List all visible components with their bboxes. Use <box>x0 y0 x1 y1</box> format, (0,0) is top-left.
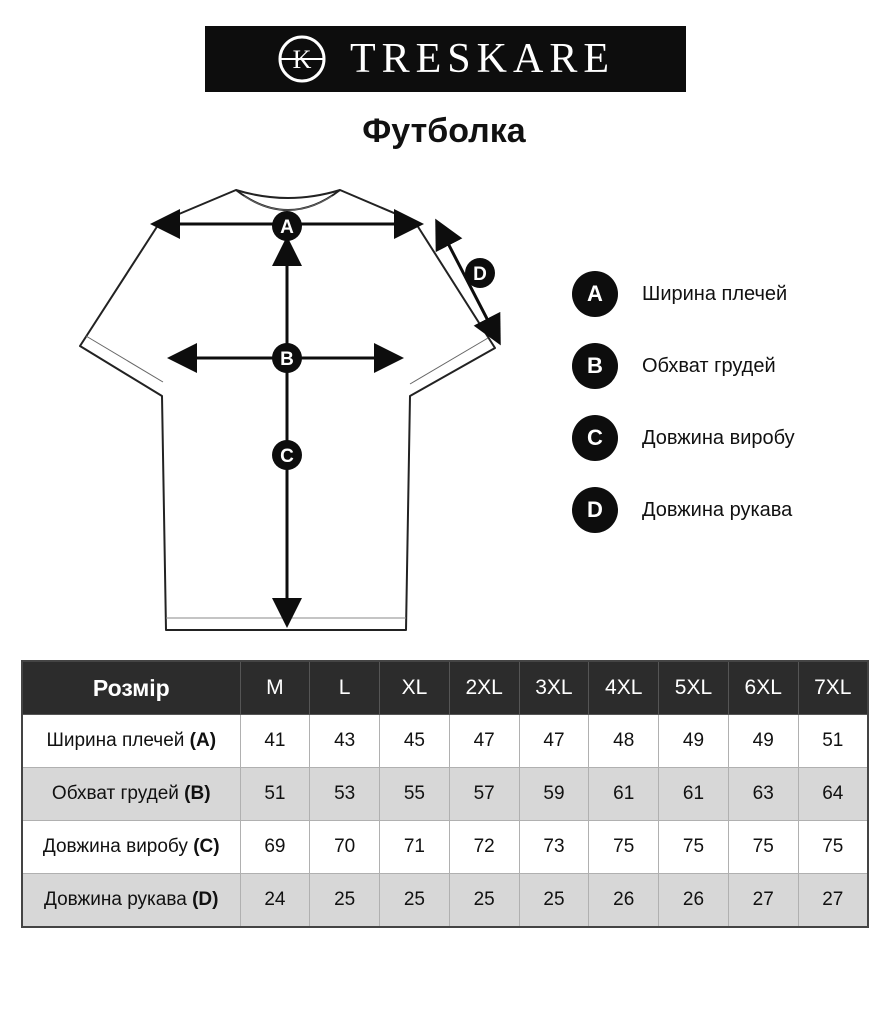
table-cell: 61 <box>589 768 659 821</box>
size-header-3xl: 3XL <box>519 661 589 715</box>
table-cell: 71 <box>380 821 450 874</box>
table-cell: 75 <box>659 821 729 874</box>
legend-letter-a: A <box>572 271 618 317</box>
table-cell: 45 <box>380 715 450 768</box>
table-header-row <box>22 661 868 715</box>
size-header-7xl: 7XL <box>798 661 868 715</box>
brand-logo-letter: K <box>292 45 312 74</box>
table-cell: 51 <box>240 768 310 821</box>
table-header-label: Розмір <box>22 661 240 715</box>
svg-text:A: A <box>280 217 294 238</box>
svg-text:D: D <box>473 264 487 285</box>
table-cell: 27 <box>728 874 798 928</box>
size-header-5xl: 5XL <box>659 661 729 715</box>
table-cell: 61 <box>659 768 729 821</box>
legend-item-c <box>572 414 872 462</box>
table-cell: 48 <box>589 715 659 768</box>
table-cell: 26 <box>659 874 729 928</box>
size-header-6xl: 6XL <box>728 661 798 715</box>
table-cell: 63 <box>728 768 798 821</box>
table-cell: 47 <box>449 715 519 768</box>
size-header-4xl: 4XL <box>589 661 659 715</box>
table-row <box>22 874 868 928</box>
marker-a <box>272 211 302 241</box>
table-cell: 75 <box>798 821 868 874</box>
row-label: Довжина виробу (C) <box>22 821 240 874</box>
table-cell: 25 <box>449 874 519 928</box>
brand-logo-icon <box>276 33 328 85</box>
page-title: Футболка <box>362 112 526 150</box>
table-row <box>22 821 868 874</box>
legend-label-b: Обхват грудей <box>642 354 776 377</box>
table-cell: 75 <box>728 821 798 874</box>
measurement-legend <box>572 270 872 558</box>
size-header-xl: XL <box>380 661 450 715</box>
table-cell: 41 <box>240 715 310 768</box>
table-cell: 69 <box>240 821 310 874</box>
tshirt-diagram <box>70 180 510 640</box>
legend-label-d: Довжина рукава <box>642 498 793 521</box>
size-header-2xl: 2XL <box>449 661 519 715</box>
legend-item-a <box>572 270 872 318</box>
table-cell: 49 <box>659 715 729 768</box>
table-cell: 70 <box>310 821 380 874</box>
row-label: Довжина рукава (D) <box>22 874 240 928</box>
table-cell: 27 <box>798 874 868 928</box>
table-cell: 24 <box>240 874 310 928</box>
legend-item-d <box>572 486 872 534</box>
table-cell: 49 <box>728 715 798 768</box>
legend-letter-b: B <box>572 343 618 389</box>
marker-d <box>465 258 495 288</box>
svg-text:C: C <box>280 446 294 467</box>
row-label: Обхват грудей (B) <box>22 768 240 821</box>
svg-text:B: B <box>280 349 294 370</box>
table-row <box>22 768 868 821</box>
legend-label-c: Довжина виробу <box>642 426 795 449</box>
table-cell: 53 <box>310 768 380 821</box>
table-cell: 25 <box>380 874 450 928</box>
legend-label-a: Ширина плечей <box>642 282 788 305</box>
table-cell: 64 <box>798 768 868 821</box>
table-cell: 55 <box>380 768 450 821</box>
table-cell: 25 <box>519 874 589 928</box>
table-row <box>22 715 868 768</box>
size-chart-table <box>21 660 869 928</box>
brand-header <box>205 26 686 92</box>
legend-letter-d: D <box>572 487 618 533</box>
table-cell: 75 <box>589 821 659 874</box>
table-cell: 25 <box>310 874 380 928</box>
table-cell: 72 <box>449 821 519 874</box>
table-cell: 57 <box>449 768 519 821</box>
legend-letter-c: C <box>572 415 618 461</box>
row-label: Ширина плечей (A) <box>22 715 240 768</box>
table-cell: 59 <box>519 768 589 821</box>
table-cell: 47 <box>519 715 589 768</box>
legend-item-b <box>572 342 872 390</box>
table-cell: 73 <box>519 821 589 874</box>
size-header-l: L <box>310 661 380 715</box>
table-cell: 43 <box>310 715 380 768</box>
marker-b <box>272 343 302 373</box>
brand-name: TRESKARE <box>349 36 615 82</box>
size-header-m: M <box>240 661 310 715</box>
table-cell: 26 <box>589 874 659 928</box>
table-cell: 51 <box>798 715 868 768</box>
marker-c <box>272 440 302 470</box>
